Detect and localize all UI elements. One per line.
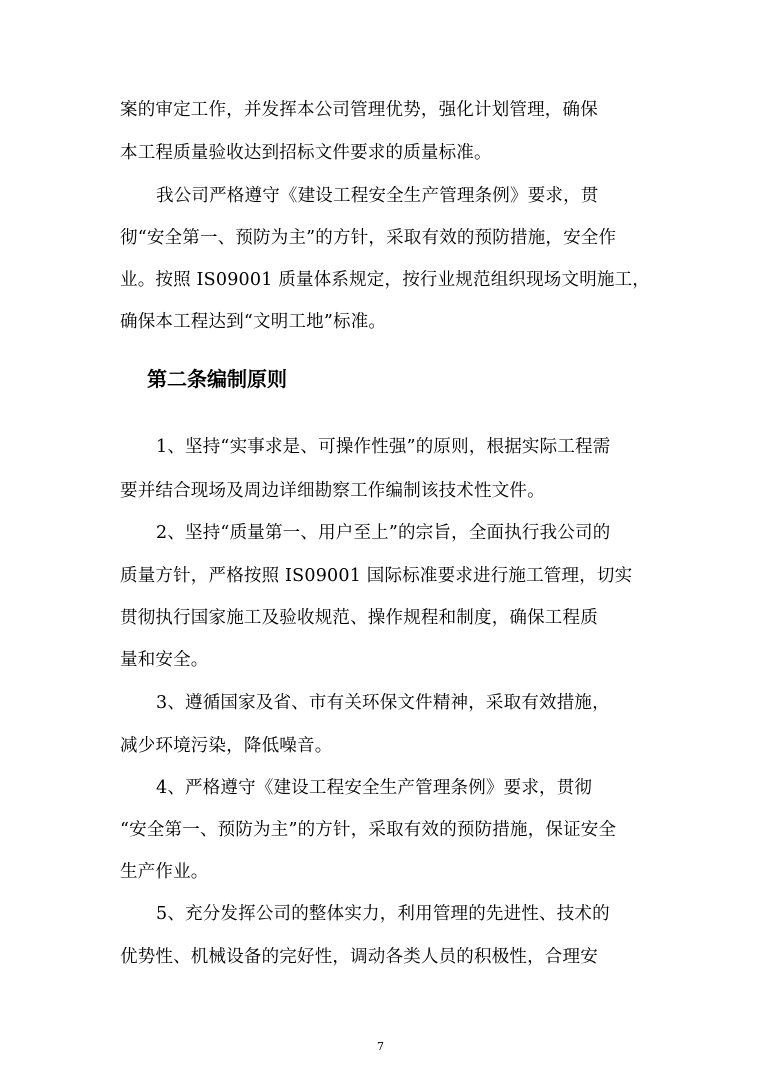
principle-4-line-2: “安全第一、预防为主”的方针，采取有效的预防措施，保证安全 [120, 820, 617, 840]
principle-3-line-2: 减少环境污染，降低噪音。 [120, 736, 333, 756]
paragraph-2-line-1: 我公司严格遵守《建设工程安全生产管理条例》要求，贯 [156, 186, 599, 206]
principle-5-line-1: 5、充分发挥公司的整体实力，利用管理的先进性、技术的 [156, 904, 610, 924]
principle-1-line-1: 1、坚持“实事求是、可操作性强”的原则，根据实际工程需 [156, 437, 611, 457]
paragraph-2-line-3: 业。按照 IS09001 质量体系规定，按行业规范组织现场文明施工， [120, 270, 650, 290]
principle-2-line-1: 2、坚持“质量第一、用户至上”的宗旨，全面执行我公司的 [156, 523, 611, 543]
principle-2-line-3: 贯彻执行国家施工及验收规范、操作规程和制度，确保工程质 [120, 608, 598, 628]
paragraph-1-line-2: 本工程质量验收达到招标文件要求的质量标准。 [120, 143, 492, 163]
principle-2-line-4: 量和安全。 [120, 650, 209, 670]
principle-3-line-1: 3、遵循国家及省、市有关环保文件精神，采取有效措施， [156, 693, 610, 713]
principle-4-line-1: 4、严格遵守《建设工程安全生产管理条例》要求，贯彻 [156, 778, 593, 798]
principle-2-line-2: 质量方针，严格按照 IS09001 国际标准要求进行施工管理，切实 [120, 566, 633, 586]
paragraph-1-line-1: 案的审定工作，并发挥本公司管理优势，强化计划管理，确保 [120, 100, 598, 120]
paragraph-2-line-2: 彻“安全第一、预防为主”的方针，采取有效的预防措施，安全作 [120, 228, 617, 248]
paragraph-2-line-4: 确保本工程达到“文明工地”标准。 [120, 312, 387, 332]
principle-4-line-3: 生产作业。 [120, 862, 209, 882]
principle-5-line-2: 优势性、机械设备的完好性，调动各类人员的积极性，合理安 [120, 947, 598, 967]
principle-1-line-2: 要并结合现场及周边详细勘察工作编制该技术性文件。 [120, 481, 545, 501]
page-number: 7 [377, 1040, 384, 1053]
section-heading: 第二条编制原则 [147, 367, 287, 391]
